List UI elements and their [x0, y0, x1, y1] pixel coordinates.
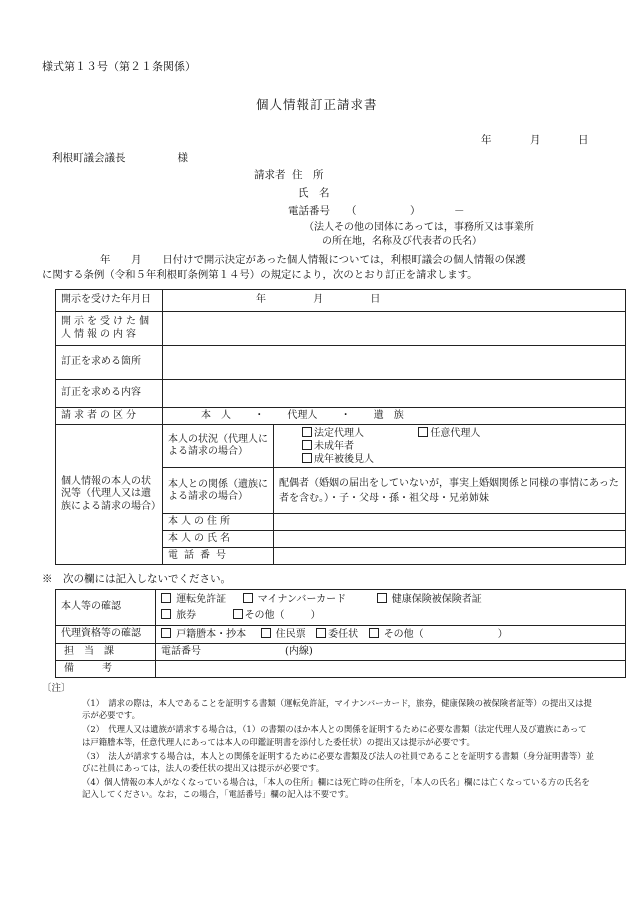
- principal-name-label: 本人の氏名: [163, 531, 274, 548]
- note-item-3: （3） 法人が請求する場合は，本人との関係を証明するために必要な書類及び法人の社員であることを証明する書類（身分証明書等）並びに社員にあっては，法人の委任状の提出又は提示が必要です。: [82, 750, 595, 773]
- agent-check-options[interactable]: [156, 626, 626, 644]
- phone-dash: －: [454, 205, 465, 217]
- remarks-label: 備考: [56, 661, 156, 678]
- disclosure-month: 月: [313, 294, 324, 306]
- id-passport-label: 旅券: [176, 609, 197, 621]
- date-month: 月: [530, 134, 541, 146]
- note-item-4: （4）個人情報の本人がなくなっている場合は，「本人の住所」欄には死亡時の住所を，「本人の氏名」欄には亡くなっている方の氏名を記入してください。なお，この場合，「電話番号」欄の記入は不要です。: [82, 777, 590, 800]
- checkbox-icon: [316, 628, 326, 638]
- principal-address-field[interactable]: [274, 514, 626, 531]
- agent-other-close: ）: [497, 628, 508, 640]
- option-voluntary-agent[interactable]: [418, 428, 480, 439]
- relation-label: 本人との関係（遺族による請求の場合）: [163, 468, 274, 514]
- notes-heading: 〔注〕: [42, 683, 71, 694]
- checkbox-icon: [161, 593, 171, 603]
- category-bereaved[interactable]: 遺 族: [373, 409, 404, 421]
- intro-text: [42, 254, 526, 282]
- agent-resident-record[interactable]: [261, 629, 306, 640]
- checkbox-icon: [161, 628, 171, 638]
- category-options[interactable]: [163, 408, 626, 425]
- principal-status-label: 本人の状況（代理人による請求の場合）: [163, 425, 274, 468]
- category-label: 請求者の区分: [56, 408, 163, 425]
- option-ward-label: 成年被後見人: [314, 453, 374, 465]
- notes-list: [82, 695, 594, 801]
- agent-power-of-attorney[interactable]: [316, 629, 358, 640]
- option-legal-agent-label: 法定代理人: [314, 427, 364, 439]
- intro-line-2: に関する条例（令和５年利根町条例第１４号）の規定により，次のとおり訂正を請求します。: [42, 269, 478, 281]
- phone-paren-close: ）: [410, 205, 421, 217]
- id-health-insurance-label: 健康保険被保険者証: [391, 594, 482, 605]
- form-title: 個人情報訂正請求書: [256, 97, 378, 112]
- disclosure-year: 年: [256, 294, 266, 306]
- agent-other-label: その他（: [383, 628, 424, 640]
- form-number: 様式第１３号（第２１条関係）: [42, 60, 196, 73]
- agent-power-of-attorney-label: 委任状: [328, 628, 359, 640]
- category-dot-1: ・: [254, 409, 265, 421]
- agent-family-register[interactable]: [161, 629, 246, 640]
- addressee-name: 利根町議会議長: [52, 152, 126, 164]
- disclosure-date-field[interactable]: [163, 290, 626, 312]
- staff-extension-label: (内線): [285, 645, 313, 657]
- checkbox-icon: [302, 440, 312, 450]
- id-passport[interactable]: [161, 610, 196, 621]
- id-health-insurance[interactable]: [377, 594, 482, 605]
- disclosure-day: 日: [370, 294, 381, 306]
- option-ward[interactable]: [302, 453, 620, 466]
- agent-family-register-label: 戸籍謄本・抄本: [176, 628, 247, 640]
- option-voluntary-agent-label: 任意代理人: [430, 427, 481, 439]
- addressee: [52, 152, 188, 165]
- date-year: 年: [481, 134, 492, 146]
- phone-paren-open: （: [346, 205, 357, 217]
- request-table: [55, 289, 626, 565]
- agent-other[interactable]: [369, 629, 508, 640]
- option-minor-label: 未成年者: [314, 440, 354, 452]
- category-dot-2: ・: [340, 409, 351, 421]
- intro-line-1: 年 月 日付けで開示決定があった個人情報については，利根町議会の個人情報の保護: [100, 254, 526, 266]
- address-label: 住 所: [292, 169, 324, 181]
- id-mynumber-label: マイナンバーカード: [257, 594, 347, 605]
- correction-content-field[interactable]: [163, 380, 626, 408]
- addressee-honorific: 様: [177, 152, 188, 164]
- option-legal-agent[interactable]: [302, 428, 364, 439]
- checkbox-icon: [243, 593, 253, 603]
- principal-address-label: 本人の住所: [163, 514, 274, 531]
- checkbox-icon: [369, 628, 379, 638]
- checkbox-icon: [302, 427, 312, 437]
- agent-resident-record-label: 住民票: [275, 628, 306, 640]
- disclosure-date-label: 開示を受けた年月日: [56, 290, 163, 312]
- category-self[interactable]: 本 人: [201, 409, 231, 421]
- note-item-1: （1） 請求の際は，本人であることを証明する書類（運転免許証，マイナンバーカード，旅券，健康保険の被保険者証等）の提出又は提示が必要です。: [82, 698, 592, 721]
- staff-phone-field[interactable]: [156, 644, 626, 661]
- corporate-note-1: （法人その他の団体にあっては，事務所又は事業所: [304, 222, 534, 233]
- id-mynumber[interactable]: [243, 594, 347, 605]
- checkbox-icon: [377, 593, 387, 603]
- checkbox-icon: [161, 609, 171, 619]
- principal-name-field[interactable]: [274, 531, 626, 548]
- correction-place-label: 訂正を求める箇所: [56, 346, 163, 380]
- phone-number-field[interactable]: [274, 548, 626, 565]
- info-content-label: 開示を受けた個人情報の内容: [56, 312, 163, 346]
- status-group-label: 個人情報の本人の状況等（代理人又は遺族による請求の場合）: [56, 425, 163, 565]
- relation-text[interactable]: 配偶者（婚姻の届出をしていないが，事実上婚姻関係と同様の事情にあった者を含む。）・子・父母・孫・祖父母・兄弟姉妹: [274, 468, 626, 514]
- principal-status-options[interactable]: [274, 425, 626, 468]
- id-other[interactable]: [233, 610, 321, 621]
- checkbox-icon: [418, 427, 428, 437]
- identity-check-options[interactable]: [156, 590, 626, 626]
- staff-phone-label: 電話番号: [161, 645, 201, 657]
- correction-content-label: 訂正を求める内容: [56, 380, 163, 408]
- staff-section-label: 担当課: [56, 644, 156, 661]
- option-minor[interactable]: [302, 440, 620, 453]
- office-use-note: ※ 次の欄には記入しないでください。: [42, 573, 231, 585]
- requester-label: 請求者: [254, 169, 286, 181]
- date-day: 日: [578, 134, 589, 146]
- corporate-note-2: の所在地，名称及び代表者の氏名）: [322, 236, 482, 247]
- category-agent[interactable]: 代理人: [287, 409, 318, 421]
- name-label: 氏 名: [298, 187, 330, 199]
- office-use-table: [55, 589, 626, 678]
- checkbox-icon: [302, 453, 312, 463]
- checkbox-icon: [233, 609, 243, 619]
- phone-number-label: 電話番号: [163, 548, 274, 565]
- agent-check-label: 代理資格等の確認: [56, 626, 156, 644]
- checkbox-icon: [261, 628, 271, 638]
- id-other-label: その他（: [244, 609, 285, 621]
- id-other-close: ）: [310, 609, 321, 621]
- id-driver-license[interactable]: [161, 594, 226, 605]
- remarks-field[interactable]: [156, 661, 626, 678]
- info-content-field[interactable]: [163, 312, 626, 346]
- correction-place-field[interactable]: [163, 346, 626, 380]
- phone-label: 電話番号: [288, 205, 330, 217]
- identity-check-label: 本人等の確認: [56, 590, 156, 626]
- id-driver-license-label: 運転免許証: [176, 594, 227, 605]
- note-item-2: （2） 代理人又は遺族が請求する場合は，（1）の書類のほか本人との関係を証明するために必要な書類（法定代理人及び遺族にあっては戸籍謄本等，任意代理人にあっては本人の印鑑証明書を添付した委任状）の提出又は提示が必要です。: [82, 724, 587, 747]
